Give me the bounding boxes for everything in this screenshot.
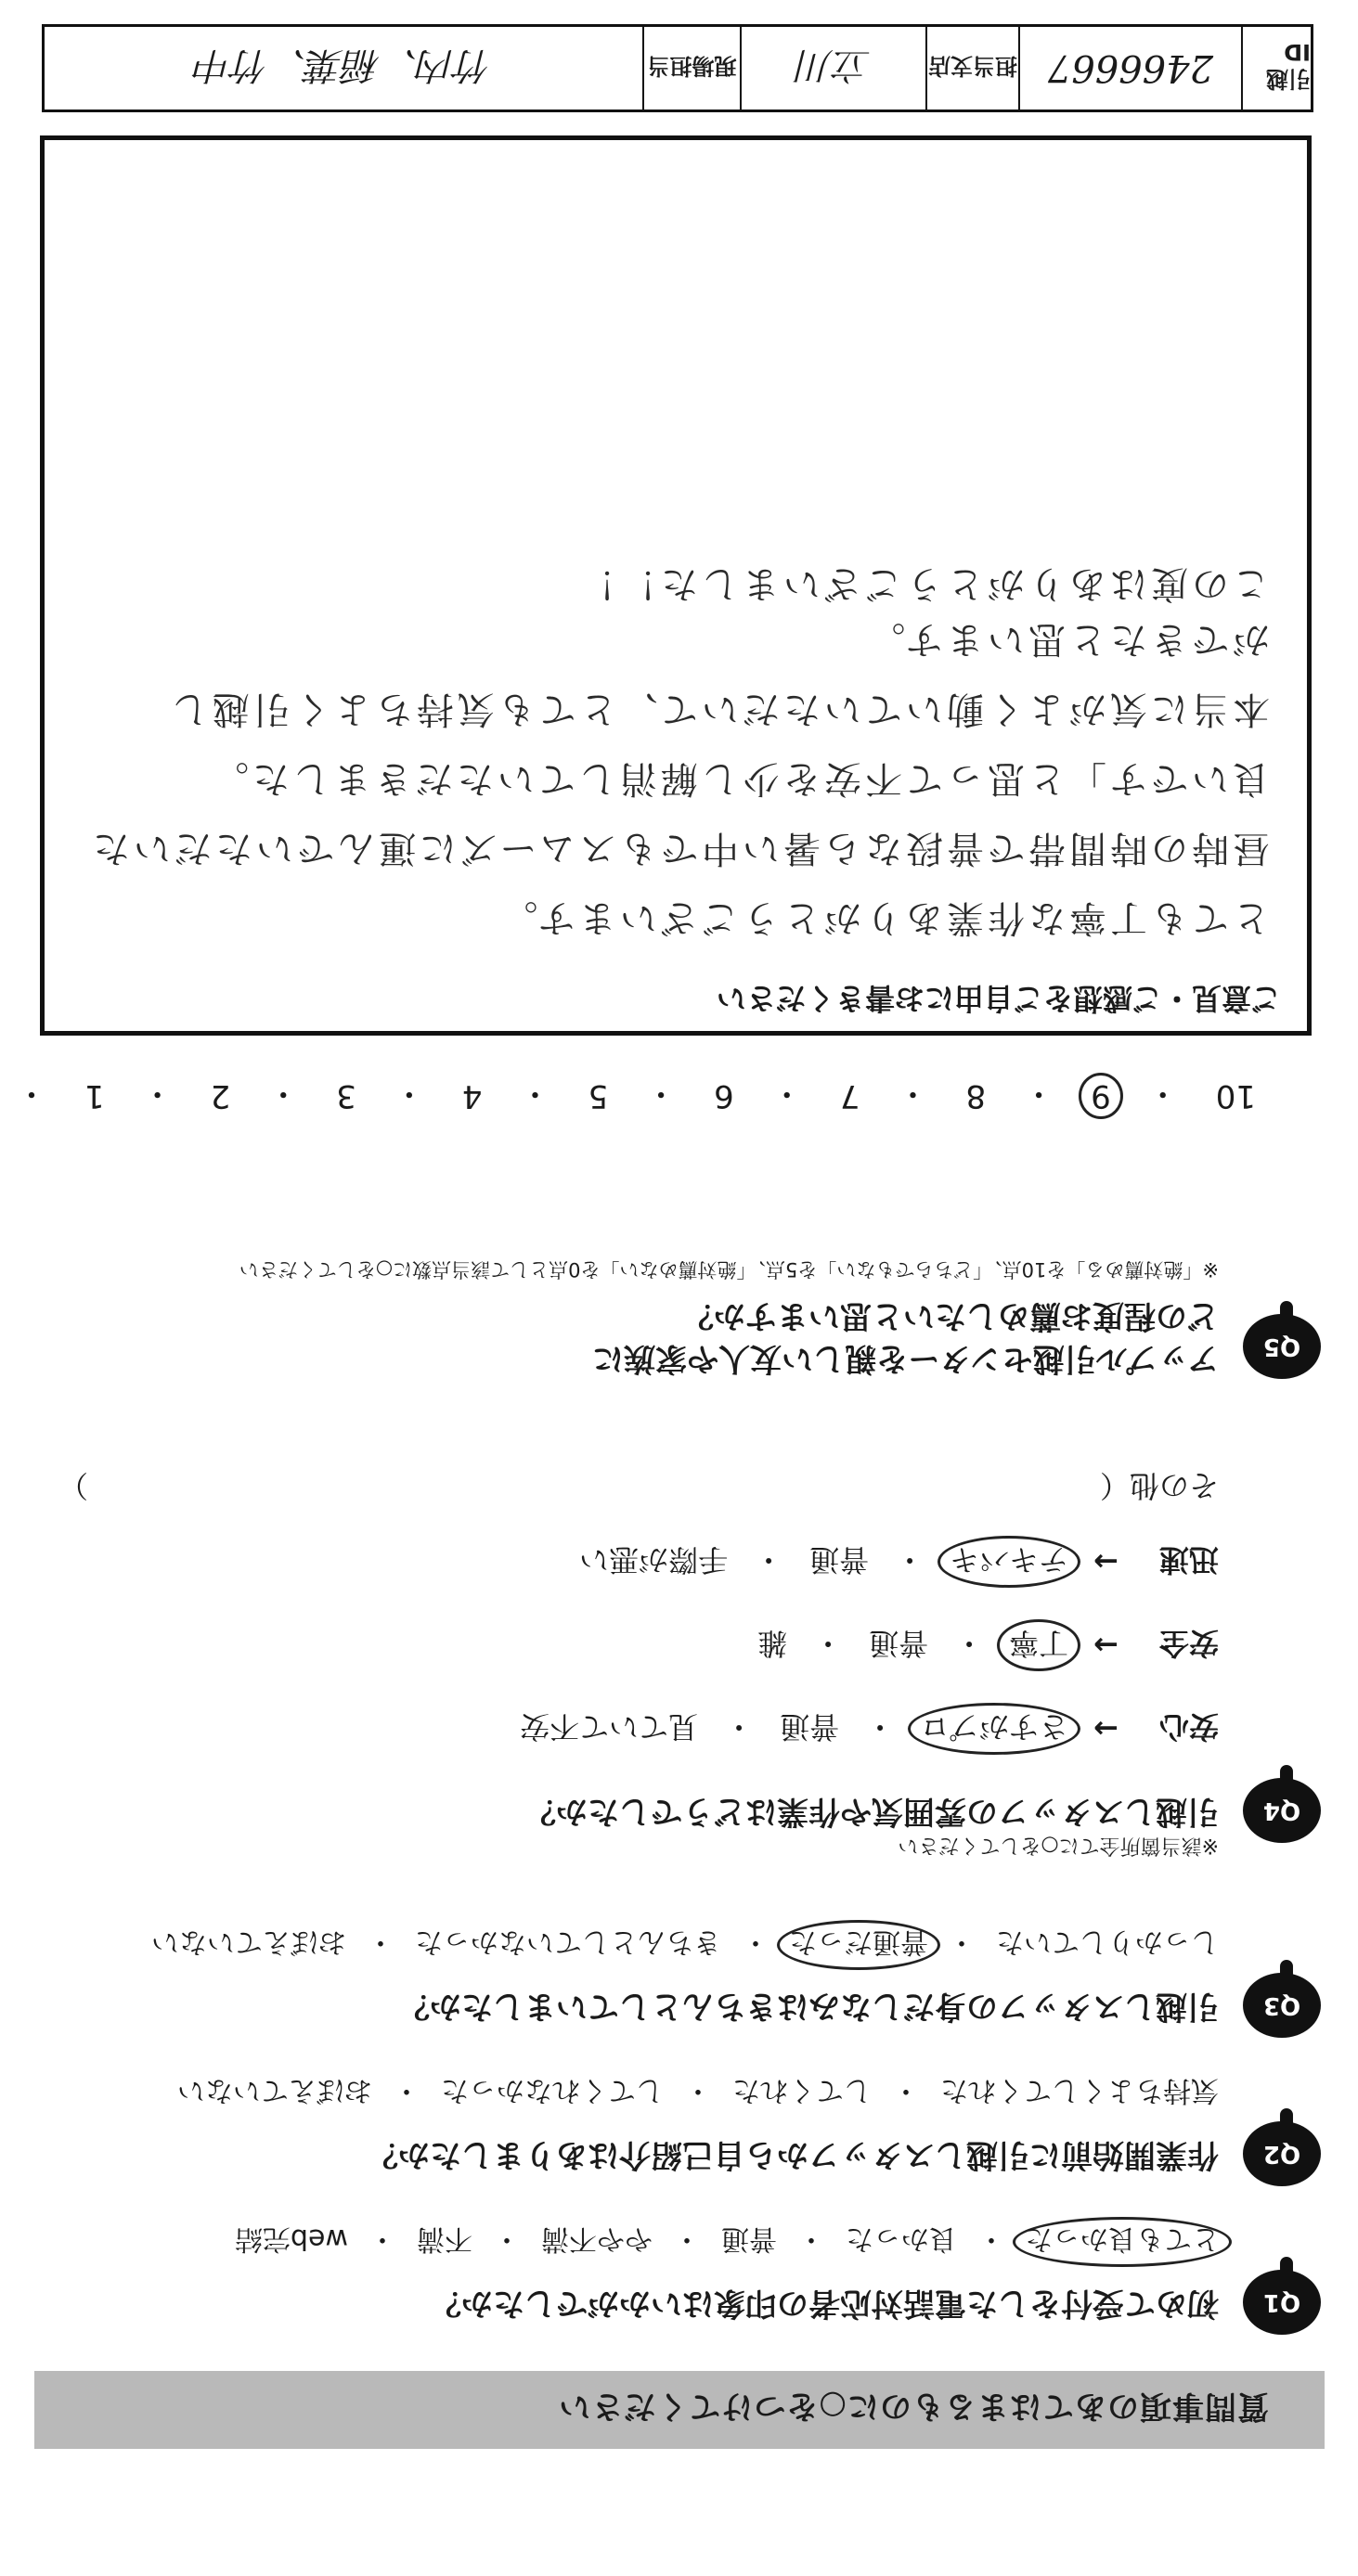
q2-badge: Q2 [1243, 2121, 1321, 2186]
q2-text: 作業開始前に引越しスタッフから自己紹介はありましたか？ [367, 2136, 1219, 2173]
q2-option-0[interactable]: 気持ちよくしてくれた [940, 2074, 1219, 2106]
arrow-icon: → [1093, 1628, 1119, 1663]
scale-5[interactable]: 5 [588, 1077, 609, 1115]
scale-7[interactable]: 7 [839, 1077, 860, 1115]
staff-value: 竹内、稲葉、竹中 [195, 44, 492, 86]
q4-note: ※該当箇所全てに○をしてください [898, 1834, 1219, 1857]
q4-row2-opt2[interactable]: 手際が悪い [579, 1542, 729, 1578]
q1-options: とても良かった ・ 良かった ・ 普通 ・ やや不満 ・ 不満 ・ web完結 [235, 2222, 1219, 2262]
question-2 [21, 2066, 1321, 2186]
q4-row-anzen: 安全 → 丁寧 ・ 普通 ・ 雑 [757, 1624, 1219, 1667]
instruction-banner [34, 2371, 1325, 2449]
q1-option-0[interactable]: とても良かった [1013, 2217, 1232, 2267]
q4-other [58, 1466, 1219, 1509]
q3-text: 引越しスタッフの身だしなみはきちんとしていましたか？ [398, 1988, 1219, 2025]
question-1 [21, 2214, 1321, 2335]
scale-1[interactable]: 1 [84, 1077, 105, 1115]
comment-line-4: 本当に気がよく動いていただいて、とても気持ちよく引越し [167, 688, 1270, 730]
scale-10[interactable]: 10 [1215, 1077, 1256, 1115]
arrow-icon: → [1093, 1711, 1119, 1746]
q2-option-1[interactable]: してくれた [732, 2074, 872, 2106]
branch-value: 立川 [740, 27, 925, 109]
q4-badge: Q4 [1243, 1778, 1321, 1843]
comment-line-1: とても丁寧な作業ありがとうございます。 [497, 896, 1270, 939]
q4-other-label[interactable]: その他（ [1099, 1468, 1219, 1503]
id-value: 2466667 [1018, 27, 1241, 109]
q1-option-3[interactable]: やや不満 [541, 2222, 653, 2255]
q2-option-3[interactable]: おぼえていない [177, 2074, 372, 2106]
branch-label: 担当支店 [925, 27, 1018, 109]
scale-9[interactable]: 9 [1079, 1074, 1123, 1120]
scale-4[interactable]: 4 [461, 1077, 483, 1115]
q5-text-1: アップル引越センターを親しい友人や家族に [592, 1340, 1219, 1377]
q4-row-jinsoku: 迅速 → テキパキ ・ 普通 ・ 手際が悪い [579, 1540, 1219, 1583]
q4-other-close: ） [58, 1468, 89, 1503]
question-3 [21, 1917, 1321, 2038]
q4-row2-opt1[interactable]: 普通 [809, 1542, 870, 1578]
q4-row0-opt0[interactable]: さすがプロ [908, 1703, 1080, 1755]
comment-line-2: 昼時の時間帯で普段なら暑い中でもスムーズに運んでいただいた [89, 827, 1270, 869]
id-label: 引越ID [1241, 27, 1311, 109]
q3-options: しっかりしていた ・ 普通だった ・ きちんとしていなかった ・ おぼえていない [151, 1925, 1219, 1965]
q3-option-0[interactable]: しっかりしていた [996, 1926, 1219, 1958]
q4-row1-opt1[interactable]: 普通 [869, 1626, 929, 1661]
q3-badge: Q3 [1243, 1973, 1321, 2038]
q4-row0-opt1[interactable]: 普通 [780, 1709, 840, 1745]
q4-cat-0: 安心 [1158, 1709, 1219, 1745]
q5-scale: 10 ・ 9 ・ 8 ・ 7 ・ 6 ・ 5 ・ 4 ・ 3 ・ 2 ・ 1 ・ [0, 1074, 1256, 1119]
q4-row2-opt0[interactable]: テキパキ [938, 1536, 1080, 1588]
q1-badge: Q1 [1243, 2270, 1321, 2335]
question-4 [21, 1468, 1321, 1857]
comment-line-6: この度はありがとうございました！！ [576, 562, 1270, 605]
q1-text: 初めて受付をした電話対応者の印象はいかがでしたか？ [430, 2285, 1219, 2322]
q1-option-2[interactable]: 普通 [721, 2222, 777, 2255]
q4-row0-opt2[interactable]: 見ていて不安 [520, 1709, 699, 1745]
q4-cat-2: 迅速 [1158, 1542, 1219, 1578]
comment-line-5: ができたと思います。 [864, 618, 1270, 661]
scale-6[interactable]: 6 [714, 1077, 734, 1115]
q5-badge: Q5 [1243, 1314, 1321, 1379]
q4-row1-opt0[interactable]: 丁寧 [997, 1619, 1080, 1671]
q4-text: 引越しスタッフの雰囲気や作業はどうでしたか？ [524, 1793, 1219, 1830]
scale-8[interactable]: 8 [965, 1077, 987, 1115]
q3-option-2[interactable]: きちんとしていなかった [415, 1926, 721, 1958]
q3-option-1[interactable]: 普通だった [777, 1920, 940, 1970]
q5-note: ※「絶対薦める」を10点、「どちらでもない」を5点、「絶対薦めない」を0点として該当点数に○をしてください [239, 1258, 1219, 1281]
q1-option-5[interactable]: web完結 [234, 2222, 348, 2255]
scale-2[interactable]: 2 [210, 1077, 231, 1115]
q2-options: 気持ちよくしてくれた ・ してくれた ・ してくれなかった ・ おぼえていない [177, 2073, 1219, 2114]
staff-label: 現場担当 [642, 27, 740, 109]
id-bar [42, 24, 1313, 112]
banner-text: 質問事項のあてはまるものに○をつけてください [558, 2388, 1269, 2426]
q2-option-2[interactable]: してくれなかった [441, 2074, 664, 2106]
q4-cat-1: 安全 [1158, 1626, 1219, 1661]
q3-option-3[interactable]: おぼえていない [151, 1926, 346, 1958]
q4-row-anshin: 安心 → さすがプロ ・ 普通 ・ 見ていて不安 [520, 1707, 1219, 1750]
comment-box[interactable] [40, 135, 1312, 1036]
q5-text-2: どの程度お薦めしたいと思いますか？ [682, 1297, 1219, 1334]
scale-3[interactable]: 3 [336, 1077, 356, 1115]
comment-line-3: 良いです」と思って不安を少し解消していただきました。 [208, 757, 1270, 800]
q4-row1-opt2[interactable]: 雑 [757, 1626, 788, 1661]
arrow-icon: → [1093, 1544, 1119, 1579]
comment-title: ご意見・ご感想をご自由にお書きください [716, 981, 1281, 1016]
q1-option-4[interactable]: 不満 [417, 2222, 472, 2255]
q1-option-1[interactable]: 良かった [846, 2222, 957, 2255]
